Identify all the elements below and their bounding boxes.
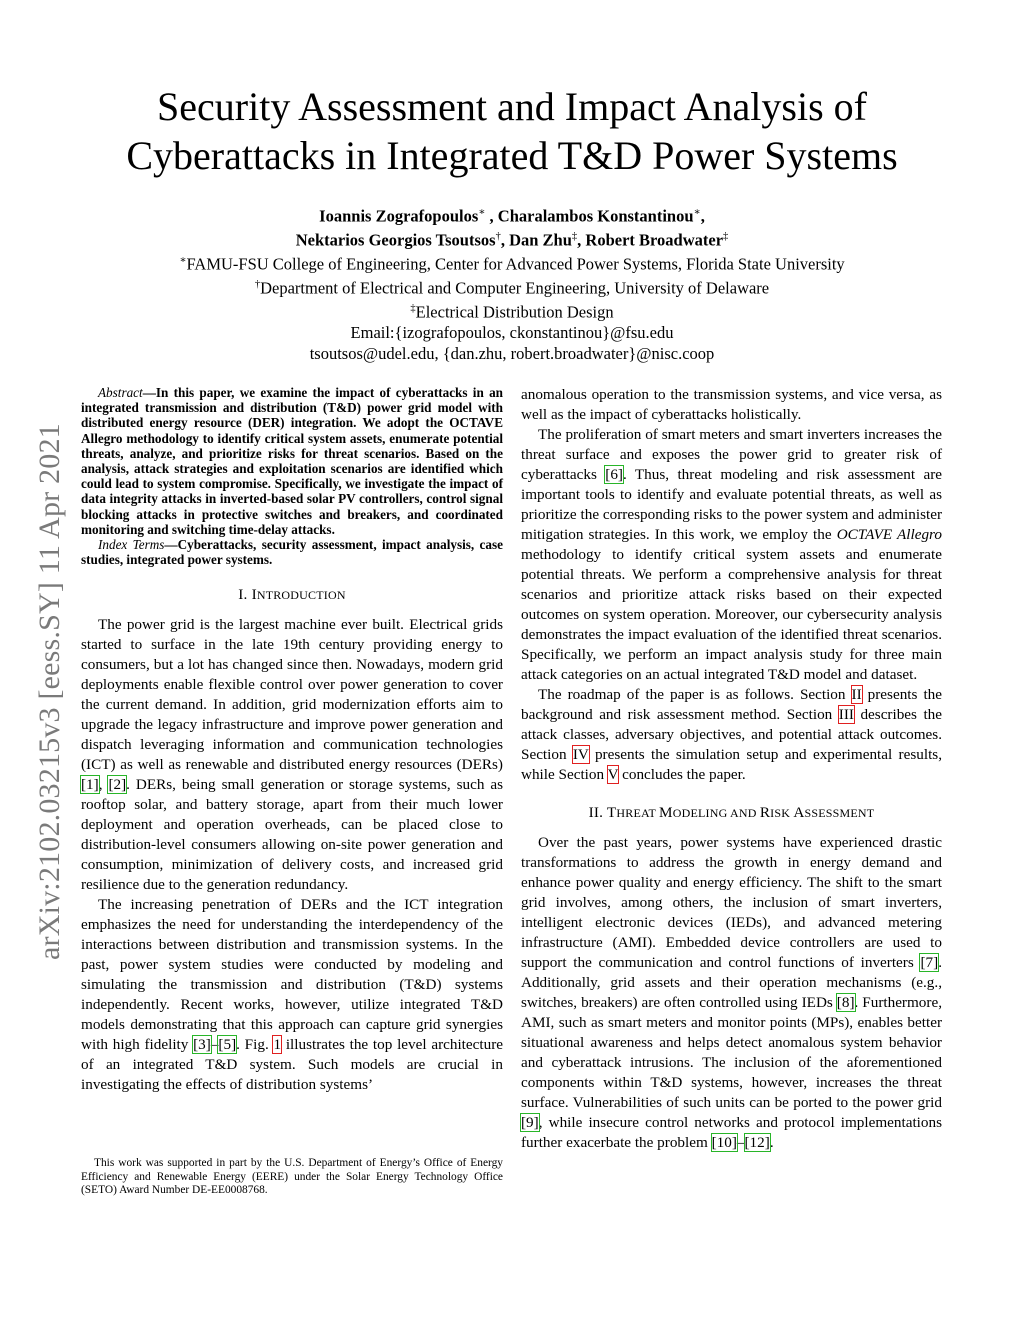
section-heading-introduction [81, 585, 503, 605]
emphasis-text: OCTAVE Allegro [836, 526, 942, 543]
title-line-1: Security Assessment and Impact Analysis of [157, 84, 867, 129]
text-run: – [736, 1134, 745, 1151]
abstract-text: —In this paper, we examine the impact of cyberattacks in an integrated transmission and distribution (T&D) power grid model with distributed energy resource (DER) integration. We adopt the OCTAVE Allegro methodology to identify critical system assets, enumerate potential threats, analyze, and prioritize risks for threat scenarios. Based on the analysis, attack strategies and exploitation scenarios are identified which could lead to system compromise. Specifically, we investigate the impact of data integrity attacks in inverted-based solar PV controllers, control signal blocking attacks in protective switches and breakers, and coordinated monitoring and switching time-delay attacks. [81, 385, 503, 537]
text-run: The power grid is the largest machine ever built. Electrical grids started to surface in the late 19th century providing energy to consumers, but a lot has changed since then. Nowadays, modern grid deployments enable flexible control over power generation to cover the current demand. In addition, grid modernization efforts aim to upgrade the legacy infrastructure and improve power generation and dispatch leveraging information and communication technologies (ICT) as well as renewable and distributed energy resources (DERs) [81, 616, 503, 774]
text-run: concludes the paper. [618, 766, 746, 783]
section-heading-threat-modeling [521, 803, 942, 823]
title-small-caps: ODELING AND [672, 806, 760, 820]
author-mark: ∗ [478, 207, 486, 218]
affiliation-2 [0, 275, 1024, 299]
section-number: II. [588, 804, 607, 821]
intro-paragraph-1 [81, 615, 503, 895]
affiliation-mark: † [254, 279, 261, 290]
author-name: Robert Broadwater [585, 230, 724, 250]
text-run: The roadmap of the paper is as follows. Section [538, 686, 852, 703]
right-column [521, 385, 942, 1153]
section-link[interactable]: III [838, 706, 854, 723]
title-cap: A [793, 804, 805, 821]
affiliation-text: Department of Electrical and Computer Engineering, University of Delaware [260, 278, 770, 298]
author-name: Dan Zhu [509, 230, 572, 250]
citation-link[interactable]: [10] [711, 1134, 737, 1151]
text-run: . Furthermore, AMI, such as smart meters and monitor points (MPs), enables better situational awareness and helps detect anomalous system behavior and cyberattack intrusions. The inclusion of the aforementioned components within T&D systems, however, increases the threat surface. Vulnerabilities of such units can be ported to the power grid [521, 994, 942, 1111]
section-link[interactable]: IV [572, 746, 589, 763]
continued-paragraph: anomalous operation to the transmission systems, and vice versa, as well as the impact of cyberattacks holistically. [521, 386, 942, 423]
author-mark: ‡ [571, 231, 578, 242]
title-small-caps: ISK [770, 806, 794, 820]
section-title-initial: I [251, 586, 257, 604]
author-name: Charalambos Konstantinou [497, 206, 694, 226]
citation-link[interactable]: [7] [920, 954, 939, 971]
section-number: I. [238, 586, 252, 604]
title-line-2: Cyberattacks in Integrated T&D Power Systems [126, 133, 898, 178]
citation-link[interactable]: [2] [108, 776, 127, 794]
author-block [0, 203, 1024, 364]
arxiv-identifier: arXiv:2102.03215v3 [eess.SY] 11 Apr 2021 [33, 423, 66, 960]
abstract-label: Abstract [98, 385, 143, 400]
threat-paragraph-1 [521, 833, 942, 1153]
index-terms-label: Index Terms [98, 537, 165, 553]
citation-link[interactable]: [9] [521, 1114, 539, 1131]
section-link[interactable]: V [607, 766, 619, 783]
text-run: . Fig. [236, 1036, 274, 1054]
text-run: . Thus, threat modeling and risk assessment are important tools to identify and evaluate potential threats, as well as prioritize the corresponding risks to the power system and administer mitigation strategies. In this work, we employ the [521, 466, 942, 543]
title-small-caps: HREAT [616, 806, 660, 820]
section-link[interactable]: II [851, 686, 862, 703]
section-title-rest: NTRODUCTION [256, 588, 346, 603]
affiliation-mark: ‡ [410, 303, 416, 314]
title-cap: M [659, 804, 673, 821]
text-run: The increasing penetration of DERs and the ICT integration emphasizes the need for understanding the interdependency of the interactions between distribution and transmission systems. In the past, power system studies were conducted by modeling and simulating the transmission and distribution (T&D) systems independently. Recent works, however, utilize integrated T&D models demonstrating that this approach can capture grid synergies with high fidelity [81, 896, 503, 1054]
email-line-1: Email:{izografopoulos, ckonstantinou}@fsu.edu [350, 323, 674, 342]
text-run: Over the past years, power systems have experienced drastic transformations to address the growth in energy demand and enhance power quality and energy efficiency. The shift to the smart grid involves, among others, the inclusion of smart inverters, intelligent electronic devices (IEDs), and advanced metering infrastructure (AMI). Embedded device controllers are used to support the communication and control functions of inverters [521, 834, 942, 971]
author-mark: † [495, 231, 501, 242]
abstract [81, 385, 503, 537]
author-name: Nektarios Georgios Tsoutsos [295, 230, 496, 250]
citation-link[interactable]: [12] [744, 1134, 770, 1151]
funding-footnote: This work was supported in part by the U.S. Department of Energy’s Office of Energy Efficiency and Renewable Energy (EERE) under the Solar Energy Technology Office (SETO) Award Number DE-EE0008768. [81, 1157, 503, 1196]
text-run: presents the simulation setup and experimental results, while Section [521, 746, 942, 783]
text-run: describes the attack classes, adversary objectives, and potential attack outcomes. Section [521, 706, 942, 763]
figure-link[interactable]: 1 [273, 1036, 282, 1054]
affiliation-text: Electrical Distribution Design [415, 302, 614, 322]
affiliation-1 [0, 251, 1024, 275]
text-run: , [98, 776, 109, 794]
affiliation-mark: ∗ [179, 255, 187, 266]
text-run: , while insecure control networks and protocol implementations further exacerbate the problem [521, 1114, 942, 1151]
text-run: . Additionally, grid assets and their operation mechanisms (e.g., switches, breakers) are often controlled using IEDs [521, 954, 942, 1011]
citation-link[interactable]: [3] [193, 1036, 211, 1054]
text-run: illustrates the top level architecture of an integrated T&D system. Such models are crucial in investigating the effects of distribution systems’ [81, 1036, 503, 1094]
text-run: The proliferation of smart meters and smart inverters increases the threat surface and exposes the power grid to greater risk of cyberattacks [521, 426, 942, 483]
citation-link[interactable]: [8] [836, 994, 855, 1011]
author-line-1: Ioannis Zografopoulos∗ , Charalambos Konstantinou∗, [319, 206, 705, 226]
citation-link[interactable]: [1] [81, 776, 99, 794]
title-cap: R [759, 804, 771, 821]
title-small-caps: SSESSMENT [804, 806, 875, 820]
text-run: – [210, 1036, 219, 1054]
title-cap: T [606, 804, 617, 821]
affiliation-text: FAMU-FSU College of Engineering, Center for Advanced Power Systems, Florida State University [186, 254, 845, 274]
citation-link[interactable]: [6] [605, 466, 623, 483]
author-line-2: Nektarios Georgios Tsoutsos†, Dan Zhu‡, Robert Broadwater‡ [295, 230, 729, 250]
intro-paragraph-2 [81, 895, 503, 1095]
paper-title [0, 82, 1024, 180]
roadmap-paragraph [521, 685, 942, 785]
left-column [81, 385, 503, 1095]
author-mark: ∗ [693, 207, 701, 218]
affiliation-3 [0, 299, 1024, 323]
index-terms [81, 537, 503, 567]
text-run: . DERs, being small generation or storage systems, such as rooftop solar, and battery storage, apart from their much lower deployment and operation overheads, can be placed close to distribution-level consumers allowing on-site power generation and consumption, minimization of delivery costs, and increased grid resilience due to the generation redundancy. [81, 776, 504, 894]
intro-paragraph-3 [521, 425, 942, 685]
text-run: methodology to identify critical system assets and enumerate potential threats. We perform a comprehensive analysis for threat scenarios and prioritize attack risks based on their expected outcomes on system operation. Moreover, our cybersecurity analysis demonstrates the impact evaluation of the identified threat scenarios. Specifically, we perform an impact analysis study for three main attack categories on an actual integrated T&D model and dataset. [521, 546, 942, 683]
citation-link[interactable]: [5] [218, 1036, 237, 1054]
author-mark: ‡ [723, 231, 729, 242]
text-run: presents the background and risk assessment method. Section [521, 686, 942, 723]
index-terms-text: —Cyberattacks, security assessment, impact analysis, case studies, integrated power systems. [81, 537, 503, 568]
email-line-2: tsoutsos@udel.edu, {dan.zhu, robert.broadwater}@nisc.coop [309, 343, 715, 363]
text-run: . [769, 1134, 774, 1151]
author-name: Ioannis Zografopoulos [319, 206, 479, 226]
